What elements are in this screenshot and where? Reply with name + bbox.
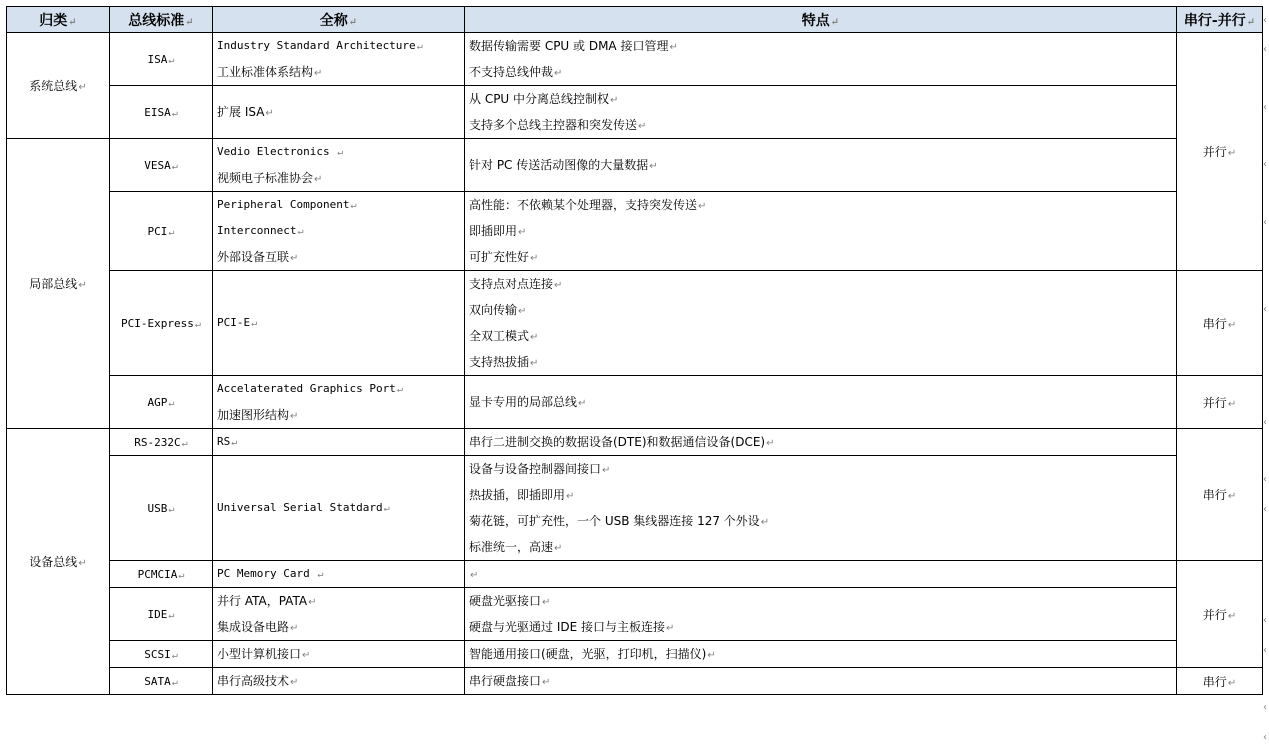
paragraph-mark: ↵ [666,623,675,634]
full-name-line [217,402,460,428]
full-name-line [217,218,460,244]
feature-line [469,349,1172,375]
row-end-mark: ‹ [1263,702,1267,713]
row-end-mark: ‹ [1263,645,1267,656]
feature-line [469,456,1172,482]
row-end-mark: ‹ [1263,304,1267,315]
table-edge-marks [1263,0,1269,745]
standard-label: PCI [147,224,168,238]
full-name-cell [213,86,465,139]
table-row [7,271,1263,376]
features-cell [465,668,1177,695]
full-name-cell [213,456,465,561]
standard-cell [110,588,213,641]
full-name-line-text: Vedio Electronics [217,145,337,158]
row-end-mark: ‹ [1263,615,1267,626]
standard-label: AGP [147,395,168,409]
paragraph-mark: ↵ [171,676,178,688]
row-end-mark: ‹ [1263,474,1267,485]
standard-cell [110,668,213,695]
paragraph-mark: ↵ [168,226,175,238]
paragraph-mark: ↵ [171,160,178,172]
standard-label: PCI-Express [121,316,194,330]
standard-label: RS-232C [134,435,181,449]
row-end-mark: ‹ [1263,732,1267,743]
row-end-mark: ‹ [1263,159,1267,170]
table-row [7,456,1263,561]
full-name-line [217,561,460,587]
full-name-line [217,376,460,402]
category-label: 设备总线 [29,555,78,569]
feature-line-text: 双向传输 [469,303,518,317]
paragraph-mark: ↵ [290,623,299,634]
feature-line-text: 支持点对点连接 [469,277,554,291]
feature-line [469,297,1172,323]
standard-cell [110,376,213,429]
feature-line-text: 串行二进制交换的数据设备(DTE)和数据通信设备(DCE) [469,435,766,449]
standard-label: VESA [144,158,171,172]
feature-line [469,323,1172,349]
feature-line-text: 不支持总线仲裁 [469,65,554,79]
category-cell [7,33,110,139]
full-name-cell [213,641,465,668]
full-name-cell [213,668,465,695]
feature-line [469,218,1172,244]
paragraph-mark: ↵ [302,650,311,661]
table-row [7,561,1263,588]
full-name-cell [213,139,465,192]
category-label: 系统总线 [29,79,78,93]
row-end-mark: ‹ [1263,102,1267,113]
paragraph-mark: ↵ [542,597,551,608]
standard-label: SATA [144,674,171,688]
full-name-line [217,495,460,521]
paragraph-mark: ↵ [171,107,178,119]
feature-line-text: 可扩充性好 [469,250,530,264]
standard-cell [110,139,213,192]
full-name-line [217,668,460,694]
feature-line-text: 即插即用 [469,224,518,238]
paragraph-mark: ↵ [181,437,188,449]
header-features: 特点↵ [465,7,1177,33]
paragraph-mark: ↵ [168,503,175,515]
feature-line [469,244,1172,270]
row-end-mark: ‹ [1263,44,1267,55]
paragraph-mark: ↵ [518,227,527,238]
feature-line [469,192,1172,218]
features-cell [465,456,1177,561]
table-row [7,86,1263,139]
table-row [7,668,1263,695]
category-label: 局部总线 [29,277,78,291]
full-name-line [217,165,460,191]
feature-line [469,614,1172,640]
features-cell [465,33,1177,86]
paragraph-mark: ↵ [578,398,587,409]
paragraph-mark: ↵ [760,517,770,528]
standard-cell [110,429,213,456]
paragraph-mark: ↵ [168,54,175,66]
full-name-line-text: Peripheral Component [217,198,350,211]
paragraph-mark: ↵ [1227,610,1237,622]
feature-line-text: 高性能：不依赖某个处理器，支持突发传送 [469,198,698,212]
feature-line [469,59,1172,85]
category-cell [7,429,110,695]
header-category: 归类↵ [7,7,110,33]
standard-label: EISA [144,105,171,119]
mode-label: 串行 [1202,674,1227,689]
paragraph-mark: ↵ [1227,319,1237,331]
header-standard: 总线标准↵ [110,7,213,33]
table-row [7,33,1263,86]
full-name-cell [213,588,465,641]
paragraph-mark: ↵ [530,253,539,264]
paragraph-mark: ↵ [178,569,185,581]
full-name-line [217,244,460,270]
full-name-line [217,99,460,125]
paragraph-mark: ↵ [1227,491,1237,502]
feature-line-text: 数据传输需要 CPU 或 DMA 接口管理 [469,39,669,53]
paragraph-mark: ↵ [337,147,344,158]
mode-label: 串行 [1202,488,1227,502]
paragraph-mark: ↵ [602,465,611,476]
paragraph-mark: ↵ [78,82,87,93]
full-name-line-text: 加速图形结构 [217,408,290,422]
mode-label: 并行 [1202,607,1227,622]
paragraph-mark: ↵ [194,318,201,330]
feature-line-text: 从 CPU 中分离总线控制权 [469,92,610,106]
feature-line-text: 全双工模式 [469,329,530,343]
full-name-line [217,588,460,614]
paragraph-mark: ↵ [1227,148,1237,159]
features-cell [465,271,1177,376]
paragraph-mark: ↵ [518,306,527,317]
feature-line-text: 针对 PC 传送活动图像的大量数据 [469,158,649,172]
row-end-mark: ‹ [1263,504,1267,515]
paragraph-mark: ↵ [251,318,258,329]
table-row [7,588,1263,641]
full-name-line [217,614,460,640]
full-name-line [217,429,460,455]
features-cell [465,86,1177,139]
full-name-line [217,139,460,165]
paragraph-mark: ↵ [168,609,175,621]
paragraph-mark: ↵ [554,280,563,291]
full-name-line-text: Interconnect [217,224,297,237]
feature-line [469,482,1172,508]
standard-label: SCSI [144,647,171,661]
mode-cell [1177,668,1263,695]
paragraph-mark: ↵ [669,42,678,53]
paragraph-mark: ↵ [610,95,619,106]
feature-line-text: 显卡专用的局部总线 [469,395,578,409]
paragraph-mark: ↵ [383,503,390,514]
table-body [7,33,1263,695]
full-name-line-text: 集成设备电路 [217,620,290,634]
mode-label: 并行 [1202,145,1227,159]
paragraph-mark: ↵ [416,41,423,52]
feature-line-text: 热拔插，即插即用 [469,488,566,502]
paragraph-mark: ↵ [542,677,551,688]
row-end-mark: ‹ [1263,417,1267,428]
feature-line [469,561,1172,587]
table-row [7,429,1263,456]
feature-line [469,668,1172,694]
paragraph-mark: ↵ [1227,677,1237,689]
feature-line-text: 标准统一，高速 [469,540,554,554]
standard-label: PCMCIA [137,567,178,581]
standard-cell [110,561,213,588]
feature-line [469,33,1172,59]
full-name-cell [213,376,465,429]
feature-line [469,86,1172,112]
standard-cell [110,641,213,668]
paragraph-mark: ↵ [350,200,357,211]
full-name-cell [213,33,465,86]
feature-line-text: 硬盘与光驱通过 IDE 接口与主板连接 [469,620,665,634]
paragraph-mark: ↵ [530,332,539,343]
mode-cell [1177,33,1263,271]
table-row [7,139,1263,192]
standard-cell [110,456,213,561]
mode-cell [1177,271,1263,376]
paragraph-mark: ↵ [290,253,299,264]
paragraph-mark: ↵ [78,280,87,291]
table-header-row [7,7,1263,33]
mode-label: 串行 [1202,316,1227,331]
features-cell [465,139,1177,192]
mode-cell [1177,429,1263,561]
paragraph-mark: ↵ [1227,398,1237,410]
standard-cell [110,86,213,139]
paragraph-mark: ↵ [766,438,775,449]
full-name-line [217,33,460,59]
standard-label: IDE [147,607,168,621]
full-name-cell [213,271,465,376]
full-name-cell [213,561,465,588]
paragraph-mark: ↵ [566,491,575,502]
full-name-line-text: 外部设备互联 [217,250,290,264]
features-cell [465,376,1177,429]
feature-line [469,112,1172,138]
paragraph-mark: ↵ [530,358,539,369]
feature-line-text: 菊花链，可扩充性，一个 USB 集线器连接 127 个外设 [469,514,760,528]
paragraph-mark: ↵ [78,558,87,569]
row-end-mark: ‹ [1263,217,1267,228]
paragraph-mark: ↵ [168,397,175,409]
full-name-line [217,641,460,667]
feature-line-text: 串行硬盘接口 [469,674,542,688]
feature-line-text: 支持多个总线主控器和突发传送 [469,118,638,132]
paragraph-mark: ↵ [707,650,716,661]
features-cell [465,429,1177,456]
feature-line [469,641,1172,667]
full-name-line [217,310,460,336]
full-name-line-text: 视频电子标准协会 [217,171,314,185]
table-row [7,641,1263,668]
feature-line [469,152,1172,178]
feature-line [469,534,1172,560]
paragraph-mark: ↵ [297,226,304,237]
feature-line [469,389,1172,415]
paragraph-mark: ↵ [314,68,323,79]
feature-line [469,271,1172,297]
mode-label: 并行 [1202,395,1227,410]
category-cell [7,139,110,429]
paragraph-mark: ↵ [638,121,647,132]
table-row [7,376,1263,429]
paragraph-mark: ↵ [554,68,563,79]
paragraph-mark: ↵ [231,437,238,448]
full-name-line-text: Accelaterated Graphics Port [217,382,396,395]
mode-cell [1177,376,1263,429]
features-cell [465,641,1177,668]
features-cell [465,561,1177,588]
full-name-line-text: 串行高级技术 [217,674,290,688]
row-end-mark: ‹ [1263,15,1267,26]
features-cell [465,588,1177,641]
feature-line-text: 支持热拔插 [469,355,530,369]
header-mode: 串行-并行↵ [1177,7,1263,33]
full-name-line-text: 并行 ATA，PATA [217,594,308,608]
full-name-line [217,59,460,85]
paragraph-mark: ↵ [290,677,299,688]
feature-line-text: 设备与设备控制器间接口 [469,462,602,476]
paragraph-mark: ↵ [171,649,178,661]
full-name-line-text: PCI-E [217,316,251,329]
paragraph-mark: ↵ [554,543,563,554]
feature-line [469,508,1172,534]
standard-cell [110,192,213,271]
feature-line [469,588,1172,614]
feature-line [469,429,1172,455]
full-name-line-text: 小型计算机接口 [217,647,302,661]
paragraph-mark: ↵ [290,411,299,422]
features-cell [465,192,1177,271]
feature-line-text: 硬盘光驱接口 [469,594,542,608]
mode-cell [1177,561,1263,668]
full-name-line [217,192,460,218]
paragraph-mark: ↵ [308,597,317,608]
standard-cell [110,271,213,376]
full-name-line-text: Universal Serial Statdard [217,501,383,514]
standard-label: ISA [147,52,168,66]
paragraph-mark: ↵ [698,201,707,212]
full-name-line-text: 工业标准体系结构 [217,65,314,79]
feature-line-text: 智能通用接口(硬盘，光驱，打印机，扫描仪) [469,647,707,661]
full-name-line-text: PC Memory Card [217,567,317,580]
standard-cell [110,33,213,86]
paragraph-mark: ↵ [317,569,324,580]
full-name-line-text: RS [217,435,231,448]
standard-label: USB [147,501,168,515]
full-name-cell [213,429,465,456]
paragraph-mark: ↵ [649,161,658,172]
full-name-cell [213,192,465,271]
paragraph-mark: ↵ [265,108,274,119]
table-row [7,192,1263,271]
bus-standards-table [6,6,1263,695]
header-full-name: 全称↵ [213,7,465,33]
paragraph-mark: ↵ [470,570,479,581]
full-name-line-text: Industry Standard Architecture [217,39,416,52]
paragraph-mark: ↵ [396,384,403,395]
full-name-line-text: 扩展 ISA [217,105,265,119]
paragraph-mark: ↵ [314,174,323,185]
